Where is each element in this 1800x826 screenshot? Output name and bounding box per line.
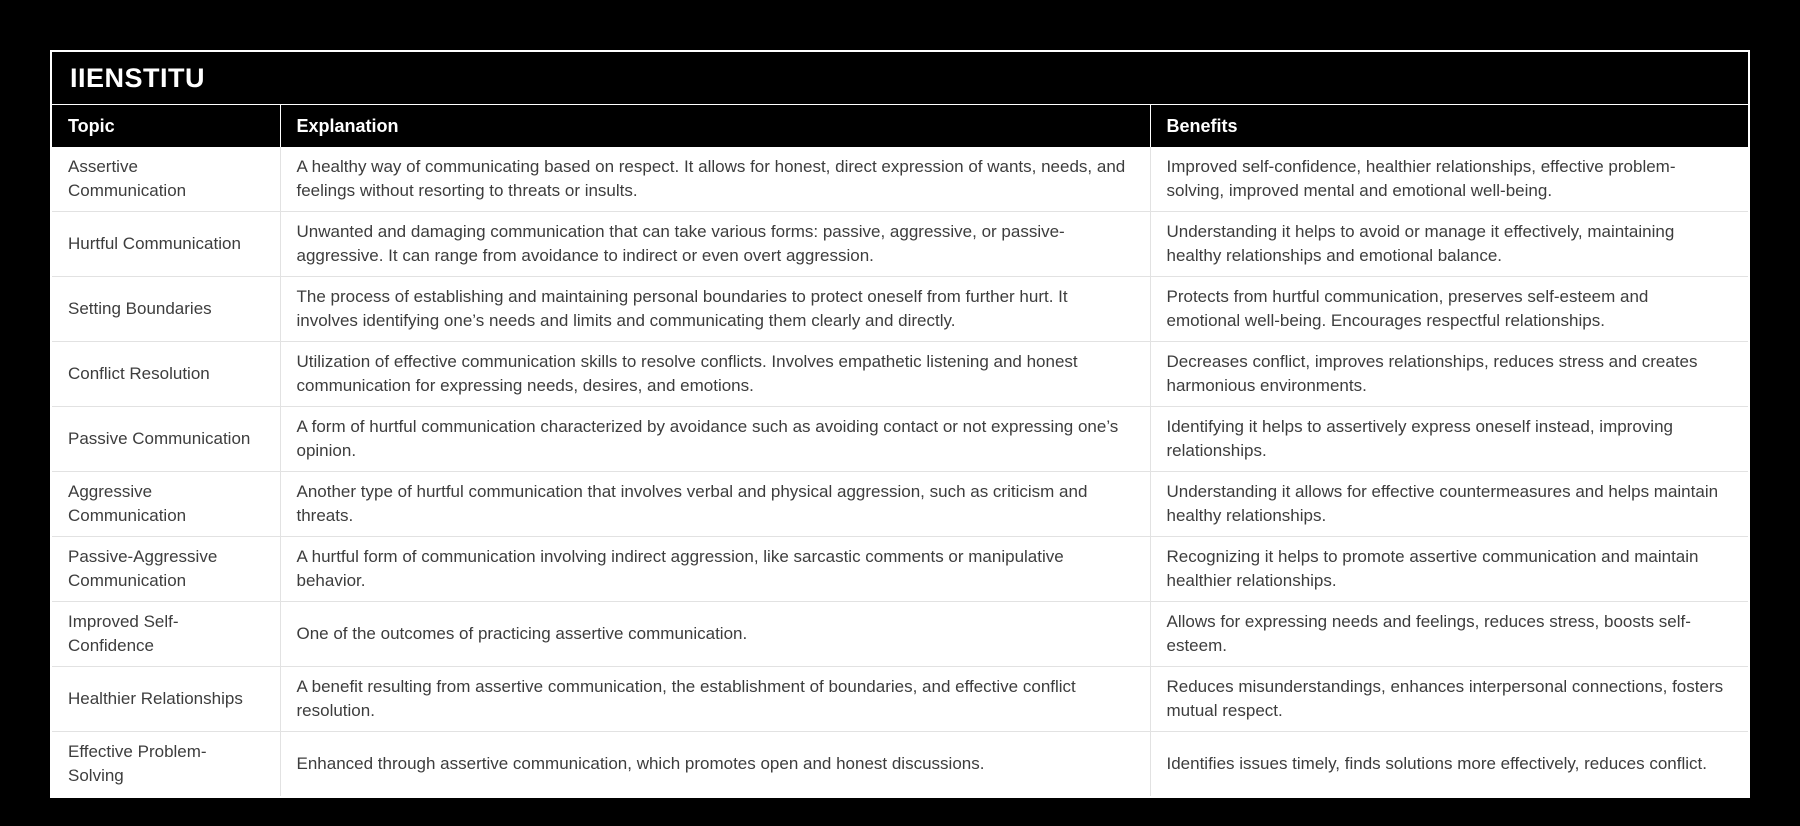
cell-benefits: Identifying it helps to assertively express oneself instead, improving relationships. — [1150, 407, 1748, 472]
table-row — [52, 602, 1748, 667]
cell-benefits: Recognizing it helps to promote assertive communication and maintain healthier relationships. — [1150, 537, 1748, 602]
cell-explanation: Enhanced through assertive communication, which promotes open and honest discussions. — [280, 732, 1150, 797]
cell-topic: Passive-Aggressive Communication — [52, 537, 280, 602]
cell-topic: Effective Problem-Solving — [52, 732, 280, 797]
table-row — [52, 732, 1748, 797]
cell-topic: Healthier Relationships — [52, 667, 280, 732]
cell-benefits: Protects from hurtful communication, preserves self-esteem and emotional well-being. Encourages respectful relationships. — [1150, 277, 1748, 342]
cell-topic: Aggressive Communication — [52, 472, 280, 537]
communication-table-panel — [50, 50, 1750, 798]
cell-topic: Passive Communication — [52, 407, 280, 472]
table-row — [52, 537, 1748, 602]
table-row — [52, 667, 1748, 732]
cell-explanation: Unwanted and damaging communication that can take various forms: passive, aggressive, or passive-aggressive. It can range from avoidance to indirect or even overt aggression. — [280, 212, 1150, 277]
cell-topic: Setting Boundaries — [52, 277, 280, 342]
column-header-explanation: Explanation — [280, 105, 1150, 147]
cell-benefits: Understanding it helps to avoid or manage it effectively, maintaining healthy relationships and emotional balance. — [1150, 212, 1748, 277]
cell-topic: Hurtful Communication — [52, 212, 280, 277]
cell-explanation: A healthy way of communicating based on respect. It allows for honest, direct expression of wants, needs, and feelings without resorting to threats or insults. — [280, 147, 1150, 212]
communication-table — [52, 105, 1748, 796]
cell-topic: Conflict Resolution — [52, 342, 280, 407]
cell-benefits: Understanding it allows for effective countermeasures and helps maintain healthy relationships. — [1150, 472, 1748, 537]
table-row — [52, 212, 1748, 277]
page-title: IIENSTITU — [52, 52, 1748, 105]
cell-topic: Assertive Communication — [52, 147, 280, 212]
cell-benefits: Decreases conflict, improves relationships, reduces stress and creates harmonious environments. — [1150, 342, 1748, 407]
cell-explanation: A hurtful form of communication involving indirect aggression, like sarcastic comments or manipulative behavior. — [280, 537, 1150, 602]
cell-benefits: Improved self-confidence, healthier relationships, effective problem-solving, improved mental and emotional well-being. — [1150, 147, 1748, 212]
table-body — [52, 147, 1748, 796]
table-row — [52, 342, 1748, 407]
cell-explanation: Utilization of effective communication skills to resolve conflicts. Involves empathetic listening and honest communication for expressing needs, desires, and emotions. — [280, 342, 1150, 407]
cell-explanation: The process of establishing and maintaining personal boundaries to protect oneself from further hurt. It involves identifying one’s needs and limits and communicating them clearly and directly. — [280, 277, 1150, 342]
column-header-topic: Topic — [52, 105, 280, 147]
cell-explanation: A form of hurtful communication characterized by avoidance such as avoiding contact or not expressing one’s opinion. — [280, 407, 1150, 472]
column-header-benefits: Benefits — [1150, 105, 1748, 147]
table-row — [52, 147, 1748, 212]
cell-benefits: Identifies issues timely, finds solutions more effectively, reduces conflict. — [1150, 732, 1748, 797]
table-row — [52, 277, 1748, 342]
table-row — [52, 407, 1748, 472]
table-header — [52, 105, 1748, 147]
cell-explanation: Another type of hurtful communication that involves verbal and physical aggression, such as criticism and threats. — [280, 472, 1150, 537]
cell-benefits: Allows for expressing needs and feelings, reduces stress, boosts self-esteem. — [1150, 602, 1748, 667]
table-row — [52, 472, 1748, 537]
cell-explanation: One of the outcomes of practicing assertive communication. — [280, 602, 1150, 667]
table-header-row — [52, 105, 1748, 147]
cell-benefits: Reduces misunderstandings, enhances interpersonal connections, fosters mutual respect. — [1150, 667, 1748, 732]
cell-explanation: A benefit resulting from assertive communication, the establishment of boundaries, and effective conflict resolution. — [280, 667, 1150, 732]
cell-topic: Improved Self-Confidence — [52, 602, 280, 667]
